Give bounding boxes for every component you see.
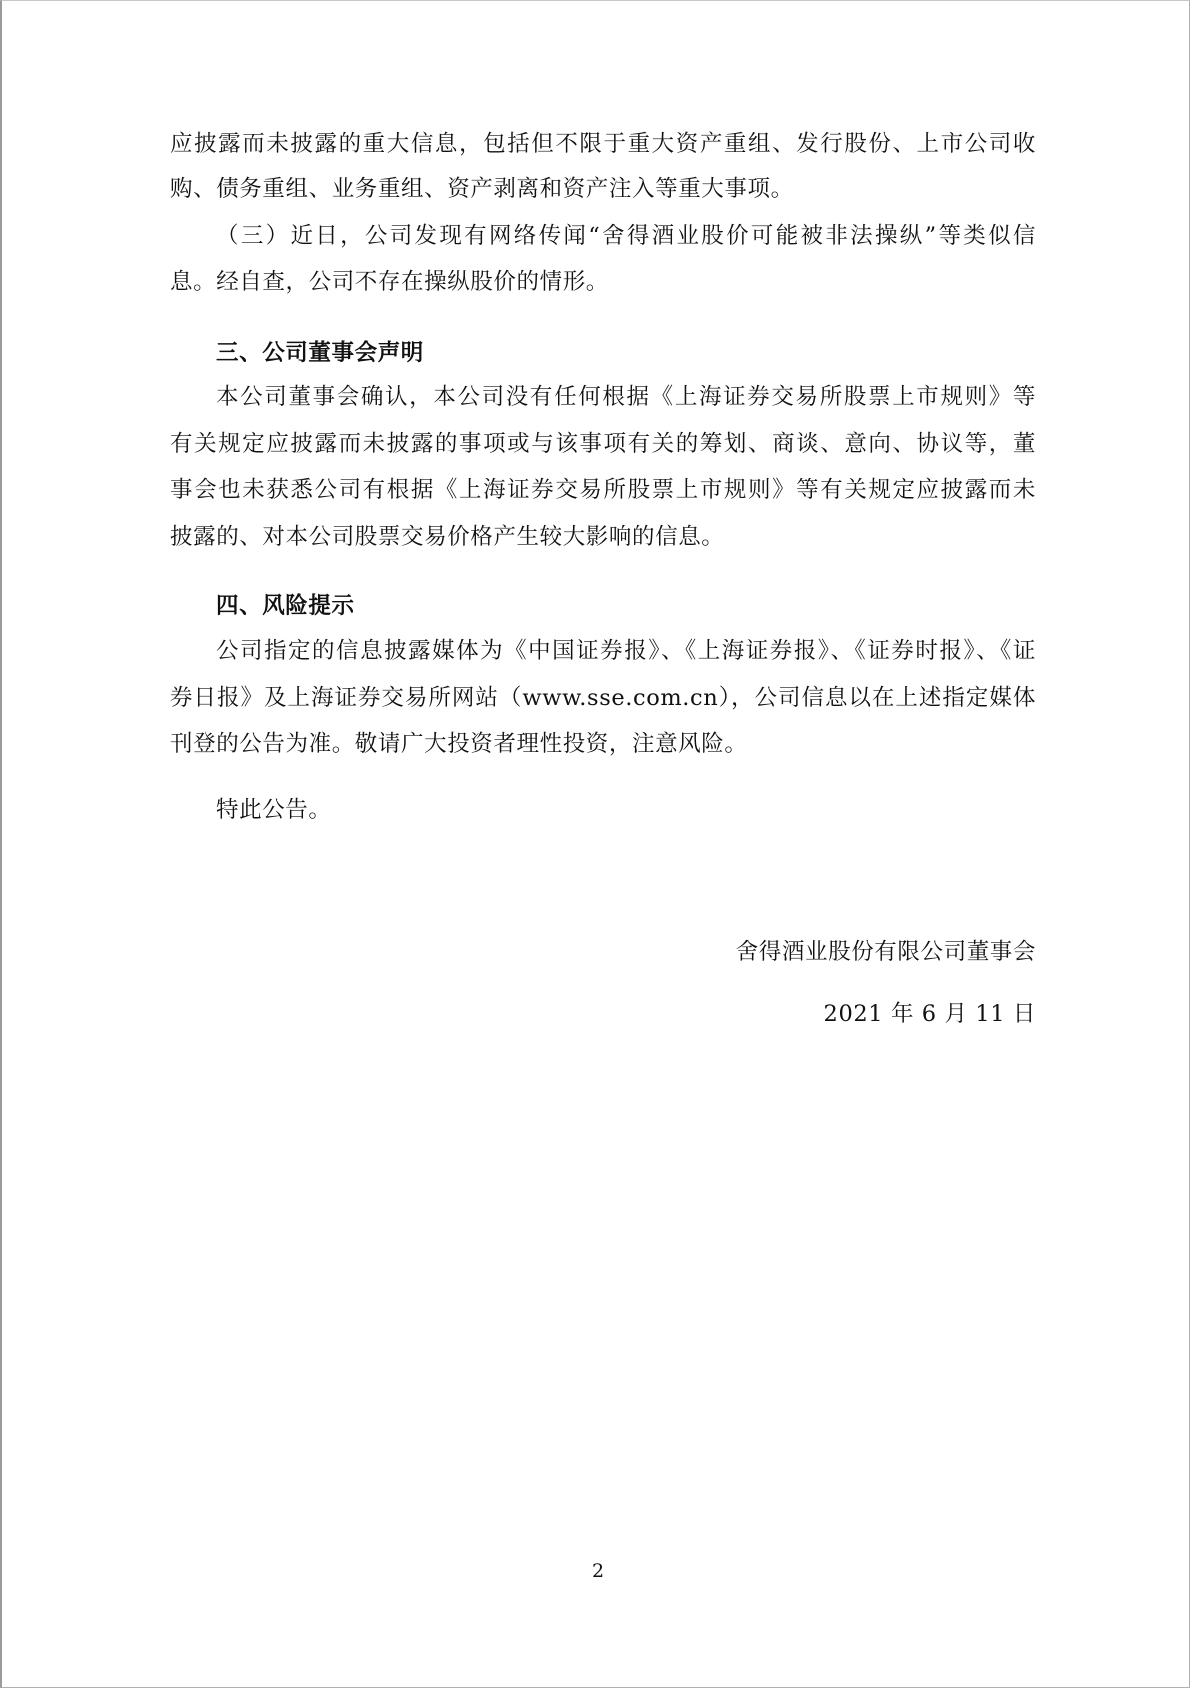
page-number: 2 (591, 1560, 605, 1582)
signature: 舍得酒业股份有限公司董事会 (735, 939, 1036, 965)
paragraph-line: 息。经自查，公司不存在操纵股价的情形。 (170, 269, 609, 295)
paragraph-line: （三）近日，公司发现有网络传闻“舍得酒业股价可能被非法操纵”等类似信 (216, 223, 1036, 249)
paragraph-line: 应披露而未披露的重大信息，包括但不限于重大资产重组、发行股份、上市公司收 (170, 131, 1036, 157)
paragraph-line: 有关规定应披露而未披露的事项或与该事项有关的筹划、商谈、意向、协议等，董 (170, 431, 1036, 457)
paragraph-line: 购、债务重组、业务重组、资产剥离和资产注入等重大事项。 (170, 176, 794, 202)
paragraph-line: 刊登的公告为准。敬请广大投资者理性投资，注意风险。 (170, 731, 748, 757)
paragraph-line: 券日报》及上海证券交易所网站（www.sse.com.cn），公司信息以在上述指定媒体 (170, 685, 1036, 711)
paragraph-line: 本公司董事会确认，本公司没有任何根据《上海证券交易所股票上市规则》等 (216, 384, 1036, 410)
paragraph-line: 事会也未获悉公司有根据《上海证券交易所股票上市规则》等有关规定应披露而未 (170, 477, 1036, 503)
section-heading-board-statement: 三、公司董事会声明 (216, 340, 424, 366)
section-heading-risk-notice: 四、风险提示 (216, 593, 355, 619)
date: 2021 年 6 月 11 日 (823, 1001, 1036, 1027)
paragraph-line: 公司指定的信息披露媒体为《中国证券报》、《上海证券报》、《证券时报》、《证 (216, 638, 1036, 664)
paragraph-line: 披露的、对本公司股票交易价格产生较大影响的信息。 (170, 524, 725, 550)
closing-remark: 特此公告。 (216, 797, 332, 823)
